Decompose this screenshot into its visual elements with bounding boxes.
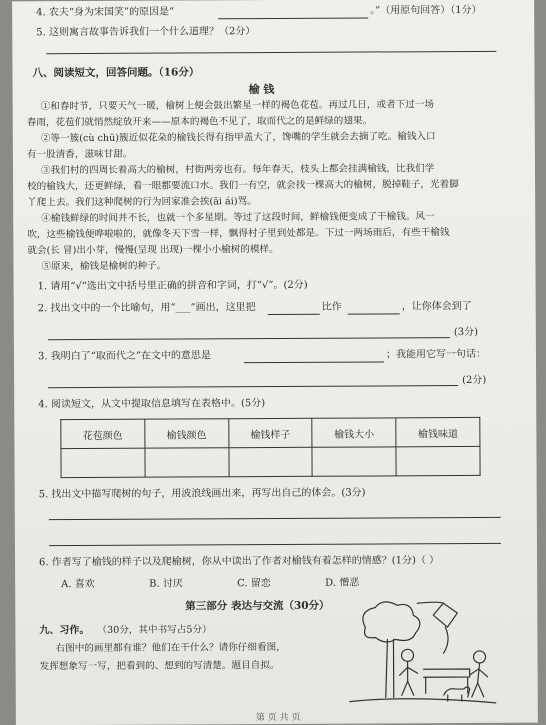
passage-line: ②等一簇(cù chū)簇近似花朵的榆钱长得有指甲盖大了，馋嘴的学生就会去摘了吃。榆钱入口 [40,131,436,145]
q2-blank-1[interactable] [268,314,320,315]
passage-line: 吹，这些榆钱便哗啦啦的，就像冬天下雪一样，飘得村子里到处都是。下过一两场雨后，有些干榆钱 [27,227,450,241]
table-answer-cell[interactable] [396,446,480,475]
passage-line: 丫爬上去。我们这种爬树的行为回家准会挨(āi ái)骂。 [27,196,257,209]
q4-answer-line[interactable] [218,18,368,20]
section-9-line: 右图中的画里都有谁？他们在干什么？请你仔细看图， [55,641,286,655]
passage-line: ③我们村的四周长着高大的榆树，村街两旁也有。每年春天，枝头上都会挂满榆钱，比我们学 [40,163,435,177]
table-header-row [61,417,480,448]
table-header-cell: 榆钱样子 [228,418,312,447]
section-9-note: （30分，其中书写占5分） [97,624,212,636]
q6-option-d[interactable]: D. 憎恶 [325,577,360,589]
child-head-icon [474,651,486,663]
q6-option-b[interactable]: B. 讨厌 [149,578,183,590]
ground-line [350,698,496,703]
passage-line: ⑤原来，榆钱是榆树的种子。 [41,260,167,273]
passage-line: 校的榆钱大，还更鲜绿，看一眼都要流口水。我们一有空，就会找一棵高大的榆树，脱掉鞋子，光着脚 [27,179,459,193]
q2-tail: ，让你体会到了 [401,300,472,313]
q3-score: (2分) [462,374,487,387]
q5-answer-line[interactable] [46,51,496,54]
passage-line: 有一股清香，滋味甘甜。 [26,148,133,161]
passage-line: ④榆钱鲜绿的时间并不长，也就一个多星期。等过了这段时间，鲜榆钱便变成了干榆钱。风一 [41,211,435,225]
table-header-cell: 花苞颜色 [61,419,145,448]
page-footer: 第 页 共 页 [255,712,301,724]
child-head-icon [402,649,414,661]
section-9-heading: 九、习作。 [39,624,90,637]
question-5: 5. 找出文中描写爬树的句子，用波浪线画出来，再写出自己的体会。(3分) [38,487,366,501]
writing-prompt-illustration [347,597,498,710]
q2-answer-line[interactable] [48,337,450,340]
q6-option-a[interactable]: A. 喜欢 [61,578,95,591]
q5-answer-line[interactable] [49,517,501,520]
question-3: 3. 我明白了“取而代之”在文中的意思是 [37,350,211,363]
dog-icon [444,687,470,701]
question-2: 2. 找出文中的一个比喻句，用“___”画出，这里把 [37,302,256,315]
info-table [60,417,480,478]
passage-line: 就会(长 冒)出小芽，慢慢(呈现 出现)一棵小小榆树的模样。 [27,243,279,257]
question-1: 1. 请用“√”选出文中括号里正确的拼音和字词，打“√”。(2分) [37,279,308,293]
child-figure [400,661,418,695]
q5-answer-line[interactable] [49,543,501,546]
question-4: 4. 阅读短文，从文中提取信息填写在表格中。(5分) [38,398,266,411]
table-header-cell: 榆钱大小 [312,418,396,447]
table-header-cell: 榆钱颜色 [145,419,229,448]
passage-line: 春雨，花苞们就悄然绽放开来——原本的褐色不见了，取而代之的是鲜绿的翅果。 [26,115,373,129]
q2-score: (3分) [453,326,479,339]
table-header-cell: 榆钱味道 [396,417,480,446]
q3-answer-line[interactable] [48,385,458,388]
passage-line: ①和春时节，只要天气一暖，榆树上便会鼓出繁星一样的褐色花苞。再过几日，或者下过一场 [40,99,435,113]
table-answer-cell[interactable] [312,447,396,476]
passage-title: 榆 钱 [248,82,275,97]
table-answer-cell[interactable] [229,447,313,476]
table-answer-row [61,446,480,477]
kite-icon [433,603,457,653]
child-figure [470,663,488,697]
q2-blank-2[interactable] [348,313,400,314]
q4-text: 4. 农夫“身为宋国笑”的原因是“ [36,6,175,19]
tree-trunk [385,639,393,697]
exam-paper [12,0,538,725]
q3-blank-1[interactable] [244,361,384,363]
q4-tail: 。”（用原句回答）（1分） [370,4,482,17]
section-8-heading: 八、阅读短文，回答问题。（16分） [32,66,200,80]
q6-option-c[interactable]: C. 留恋 [237,578,271,590]
table-answer-cell[interactable] [61,448,145,477]
question-6: 6. 作者写了榆钱的样子以及爬榆树，你从中读出了作者对榆钱有着怎样的情感？(1分)（ ） [39,555,440,569]
section-9-line: 发挥想象写一写，把看到的、想到的写清楚。题目自拟。 [39,659,280,673]
tree-icon [363,602,420,642]
q3-mid: ；我能用它写一句话： [385,348,486,361]
q2-mid: 比作 [321,301,342,313]
part-3-heading: 第三部分 表达与交流（30分） [185,599,330,613]
table-answer-cell[interactable] [145,448,229,477]
q5-text: 5. 这则寓言故事告诉我们一个什么道理？（2分） [36,26,256,39]
